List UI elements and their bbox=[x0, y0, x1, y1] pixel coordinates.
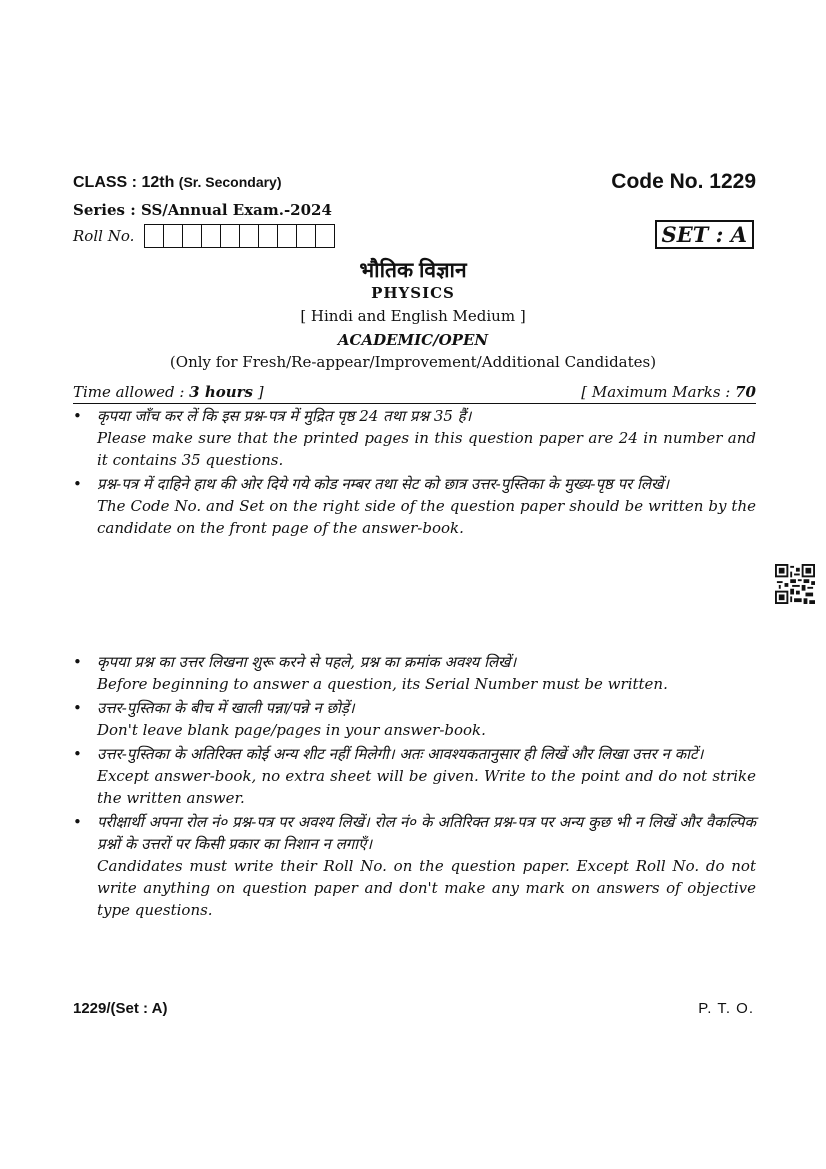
maximum-marks: [ Maximum Marks : 70 bbox=[581, 383, 756, 401]
instruction-english: Before beginning to answer a question, its Serial Number must be written. bbox=[97, 675, 668, 693]
roll-box bbox=[221, 225, 240, 247]
roll-box bbox=[278, 225, 297, 247]
roll-box bbox=[164, 225, 183, 247]
bullet-icon: • bbox=[73, 813, 82, 831]
instruction-item bbox=[73, 697, 756, 741]
instruction-english: Except answer-book, no extra sheet will be given. Write to the point and do not strike the written answer. bbox=[97, 767, 756, 807]
instruction-hindi: प्रश्न-पत्र में दाहिने हाथ की ओर दिये गये कोड नम्बर तथा सेट को छात्र उत्तर-पुस्तिका के मुख्य-पृष्ठ पर लिखें। bbox=[97, 475, 670, 493]
time-marks-line bbox=[73, 383, 756, 404]
instruction-item bbox=[73, 405, 756, 471]
instruction-hindi: उत्तर-पुस्तिका के बीच में खाली पन्ना/पन्ने न छोड़ें। bbox=[97, 699, 355, 717]
bullet-icon: • bbox=[73, 475, 82, 493]
instruction-english: Please make sure that the printed pages in this question paper are 24 in number and it contains 35 questions. bbox=[97, 429, 756, 469]
footer-code: 1229/(Set : A) bbox=[73, 1000, 168, 1017]
bullet-icon: • bbox=[73, 407, 82, 425]
instructions-top bbox=[73, 405, 756, 541]
roll-box bbox=[240, 225, 259, 247]
roll-box bbox=[297, 225, 316, 247]
instruction-english: Don't leave blank page/pages in your answer-book. bbox=[97, 721, 486, 739]
instruction-english: The Code No. and Set on the right side of the question paper should be written by the candidate on the front page of the answer-book. bbox=[97, 497, 756, 537]
roll-box bbox=[259, 225, 278, 247]
instruction-item bbox=[73, 651, 756, 695]
bullet-icon: • bbox=[73, 699, 82, 717]
subject-title-hindi: भौतिक विज्ञान bbox=[359, 259, 467, 282]
instruction-english: Candidates must write their Roll No. on the question paper. Except Roll No. do not write anything on question paper and don't make any mark on answers of objective type questions. bbox=[97, 857, 756, 919]
instruction-hindi: कृपया जाँच कर लें कि इस प्रश्न-पत्र में मुद्रित पृष्ठ 24 तथा प्रश्न 35 हैं। bbox=[97, 407, 472, 425]
instruction-hindi: उत्तर-पुस्तिका के अतिरिक्त कोई अन्य शीट नहीं मिलेगी। अतः आवश्यकतानुसार ही लिखें और लिखा उत्तर न काटें। bbox=[97, 745, 704, 763]
class-sub-label: (Sr. Secondary) bbox=[178, 174, 282, 190]
roll-number-field bbox=[73, 224, 335, 248]
bullet-icon: • bbox=[73, 745, 82, 763]
bullet-icon: • bbox=[73, 653, 82, 671]
time-allowed: Time allowed : 3 hours ] bbox=[73, 383, 264, 401]
qr-code-icon bbox=[775, 564, 815, 604]
instruction-item bbox=[73, 473, 756, 539]
code-number: Code No. 1229 bbox=[611, 170, 756, 193]
instruction-hindi: कृपया प्रश्न का उत्तर लिखना शुरू करने से पहले, प्रश्न का क्रमांक अवश्य लिखें। bbox=[97, 653, 517, 671]
subject-title-english: PHYSICS bbox=[371, 284, 455, 302]
set-badge: SET : A bbox=[655, 220, 754, 249]
roll-box bbox=[202, 225, 221, 247]
roll-box bbox=[145, 225, 164, 247]
roll-number-boxes bbox=[144, 224, 335, 248]
roll-box bbox=[316, 225, 334, 247]
academic-label: ACADEMIC/OPEN bbox=[337, 331, 489, 349]
instruction-hindi: परीक्षार्थी अपना रोल नं० प्रश्न-पत्र पर अवश्य लिखें। रोल नं० के अतिरिक्त प्रश्न-पत्र पर अन्य कुछ भी न लिखें और वैकल्पिक प्रश्नों के उत्तरों पर किसी प्रकार का निशान न लगाएँ। bbox=[97, 813, 756, 853]
instruction-item bbox=[73, 743, 756, 809]
medium-label: [ Hindi and English Medium ] bbox=[300, 307, 526, 325]
roll-box bbox=[183, 225, 202, 247]
instructions-bottom bbox=[73, 651, 756, 923]
pto-label: P. T. O. bbox=[698, 1000, 754, 1017]
instruction-item bbox=[73, 811, 756, 921]
series-label: Series : SS/Annual Exam.-2024 bbox=[73, 201, 332, 219]
roll-number-label: Roll No. bbox=[73, 227, 135, 245]
candidates-note: (Only for Fresh/Re-appear/Improvement/Additional Candidates) bbox=[169, 353, 657, 371]
class-label: CLASS : 12th (Sr. Secondary) bbox=[73, 174, 282, 191]
